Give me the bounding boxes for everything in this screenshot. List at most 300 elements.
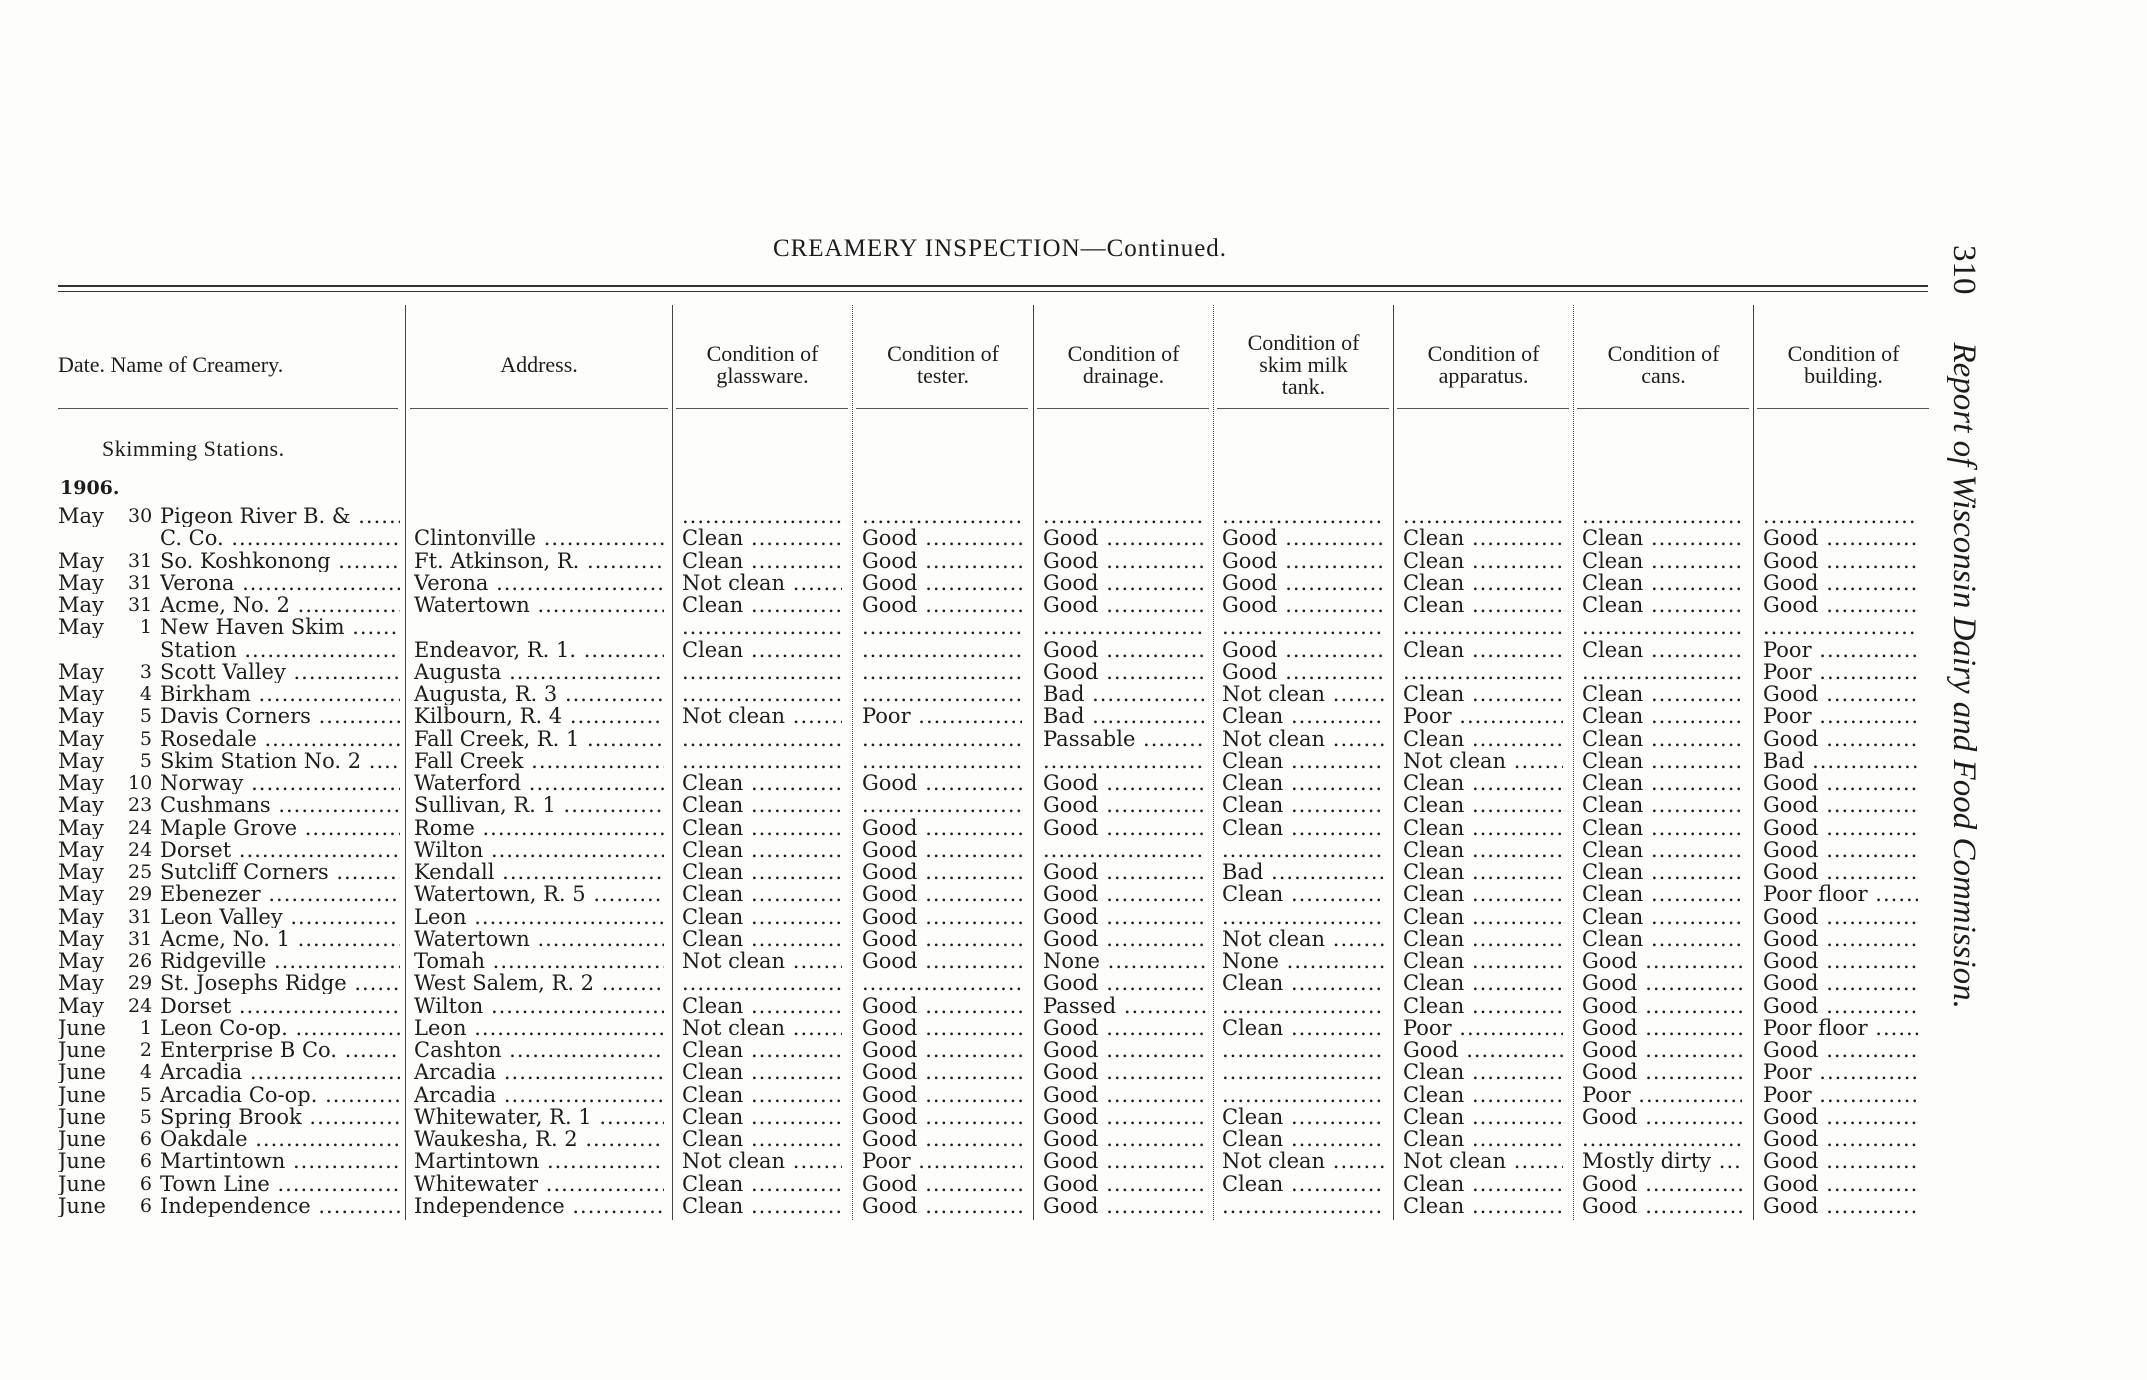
day-cell: 24: [128, 994, 152, 1017]
apparatus-cell: Clean .....: [1403, 995, 1563, 1017]
tester-cell: [862, 750, 1022, 772]
table-row: [0, 906, 1935, 928]
header-underline: [410, 408, 668, 409]
drainage-cell: Good .....: [1043, 972, 1206, 994]
tester-cell: Good .....: [862, 1128, 1022, 1150]
tester-cell: Good .....: [862, 950, 1022, 972]
month-cell: May: [58, 571, 104, 594]
building-cell: Good .....: [1763, 906, 1918, 928]
glassware-cell: Clean .....: [682, 1084, 842, 1106]
address-cell: Wilton .....: [414, 995, 664, 1017]
table-row: [0, 705, 1935, 727]
day-cell: 5: [139, 749, 152, 772]
creamery-name-cell: Spring Brook .....: [160, 1106, 400, 1128]
creamery-name-cell: New Haven Skim .....: [160, 616, 400, 638]
table-row: [0, 1128, 1935, 1150]
address-cell: Whitewater .....: [414, 1173, 664, 1195]
building-cell: Good .....: [1763, 817, 1918, 839]
building-cell: Poor floor .....: [1763, 883, 1918, 905]
creamery-name-cell: Dorset .....: [160, 839, 400, 861]
cans-cell: Clean .....: [1582, 794, 1742, 816]
skim-tank-cell: None .....: [1222, 950, 1385, 972]
day-cell: 31: [128, 927, 152, 950]
table-row: [0, 839, 1935, 861]
address-cell: Watertown .....: [414, 928, 664, 950]
building-cell: Good .....: [1763, 1039, 1918, 1061]
building-cell: Good .....: [1763, 950, 1918, 972]
table-row: [0, 683, 1935, 705]
glassware-cell: Clean .....: [682, 839, 842, 861]
skim-tank-cell: Not clean .....: [1222, 1150, 1385, 1172]
table-row: [0, 639, 1935, 661]
creamery-name-cell: Leon Co-op. .....: [160, 1017, 400, 1039]
day-cell: [128, 639, 152, 661]
day-cell: 4: [139, 683, 152, 705]
month-cell: May: [58, 549, 104, 572]
table-row: [0, 950, 1935, 972]
tester-cell: Poor .....: [862, 705, 1022, 727]
cans-cell: Poor .....: [1582, 1084, 1742, 1106]
building-cell: Good .....: [1763, 683, 1918, 705]
glassware-cell: Clean .....: [682, 1061, 842, 1083]
creamery-name-cell: Acme, No. 1 .....: [160, 928, 400, 950]
skim-tank-cell: Good .....: [1222, 527, 1385, 549]
header-drainage: Condition of drainage.: [1067, 341, 1180, 388]
header-underline: [58, 408, 398, 409]
drainage-cell: Passable .....: [1043, 728, 1206, 750]
building-cell: Good .....: [1763, 594, 1918, 616]
glassware-cell: Clean .....: [682, 1039, 842, 1061]
drainage-cell: Good .....: [1043, 594, 1206, 616]
day-cell: 29: [128, 972, 152, 995]
address-cell: Wilton .....: [414, 839, 664, 861]
tester-cell: Good .....: [862, 906, 1022, 928]
section-label: Skimming Stations.: [102, 436, 285, 461]
drainage-cell: [1043, 505, 1206, 527]
day-cell: 29: [128, 883, 152, 906]
header-tester: Condition of tester.: [887, 341, 999, 388]
drainage-cell: Good .....: [1043, 1173, 1206, 1195]
tester-cell: Good .....: [862, 1039, 1022, 1061]
skim-tank-cell: [1222, 505, 1385, 527]
day-cell: 30: [128, 505, 152, 527]
apparatus-cell: Clean .....: [1403, 639, 1563, 661]
building-cell: Good .....: [1763, 1128, 1918, 1150]
glassware-cell: Not clean .....: [682, 1017, 842, 1039]
apparatus-cell: Not clean .....: [1403, 750, 1563, 772]
creamery-name-cell: Skim Station No. 2 .....: [160, 750, 400, 772]
glassware-cell: Clean .....: [682, 1128, 842, 1150]
apparatus-cell: Clean .....: [1403, 1084, 1563, 1106]
header-cans: Condition of cans.: [1607, 341, 1720, 388]
skim-tank-cell: [1222, 1195, 1385, 1217]
month-cell: May: [58, 616, 104, 639]
month-cell: June: [58, 1172, 106, 1195]
table-row: [0, 661, 1935, 683]
address-cell: Waukesha, R. 2 .....: [414, 1128, 664, 1150]
apparatus-cell: Clean .....: [1403, 883, 1563, 905]
header-underline: [1217, 408, 1389, 409]
tester-cell: Good .....: [862, 928, 1022, 950]
side-running-head: [1945, 245, 1982, 1009]
address-cell: Arcadia .....: [414, 1084, 664, 1106]
apparatus-cell: Clean .....: [1403, 594, 1563, 616]
tester-cell: [862, 639, 1022, 661]
apparatus-cell: Clean .....: [1403, 772, 1563, 794]
day-cell: 6: [139, 1150, 152, 1173]
month-cell: June: [58, 1083, 106, 1106]
creamery-name-cell: Martintown .....: [160, 1150, 400, 1172]
cans-cell: Clean .....: [1582, 772, 1742, 794]
tester-cell: [862, 505, 1022, 527]
apparatus-cell: Poor .....: [1403, 705, 1563, 727]
drainage-cell: Good .....: [1043, 1106, 1206, 1128]
glassware-cell: Clean .....: [682, 639, 842, 661]
cans-cell: Clean .....: [1582, 527, 1742, 549]
header-underline: [1757, 408, 1929, 409]
table-row: [0, 728, 1935, 750]
cans-cell: Clean .....: [1582, 683, 1742, 705]
skim-tank-cell: Clean .....: [1222, 794, 1385, 816]
table-row: [0, 1173, 1935, 1195]
page-title: CREAMERY INSPECTION—Continued.: [772, 235, 1228, 262]
address-cell: Endeavor, R. 1. .....: [414, 639, 664, 661]
cans-cell: Good .....: [1582, 972, 1742, 994]
address-cell: Watertown, R. 5 .....: [414, 883, 664, 905]
day-cell: 4: [139, 1061, 152, 1084]
building-cell: Poor .....: [1763, 639, 1918, 661]
glassware-cell: Clean .....: [682, 527, 842, 549]
tester-cell: Good .....: [862, 772, 1022, 794]
month-cell: May: [58, 749, 104, 772]
table-row: [0, 1039, 1935, 1061]
header-glassware: Condition of glassware.: [706, 341, 819, 388]
creamery-name-cell: Oakdale .....: [160, 1128, 400, 1150]
day-cell: 5: [139, 705, 152, 728]
table-row: [0, 572, 1935, 594]
day-cell: 6: [139, 1128, 152, 1150]
building-cell: Good .....: [1763, 1106, 1918, 1128]
cans-cell: Clean .....: [1582, 639, 1742, 661]
month-cell: May: [58, 861, 104, 883]
cans-cell: [1582, 1128, 1742, 1150]
glassware-cell: Clean .....: [682, 861, 842, 883]
creamery-name-cell: St. Josephs Ridge .....: [160, 972, 400, 994]
tester-cell: Good .....: [862, 527, 1022, 549]
address-cell: Fall Creek, R. 1 .....: [414, 728, 664, 750]
top-rule: [58, 285, 1928, 287]
day-cell: 3: [139, 660, 152, 683]
tester-cell: [862, 972, 1022, 994]
cans-cell: Clean .....: [1582, 839, 1742, 861]
month-cell: June: [58, 1194, 106, 1217]
header-building: Condition of building.: [1787, 341, 1900, 388]
skim-tank-cell: Clean .....: [1222, 705, 1385, 727]
creamery-name-cell: Sutcliff Corners .....: [160, 861, 400, 883]
tester-cell: [862, 661, 1022, 683]
drainage-cell: Good .....: [1043, 1061, 1206, 1083]
cans-cell: Clean .....: [1582, 594, 1742, 616]
cans-cell: Good .....: [1582, 1106, 1742, 1128]
address-cell: Independence .....: [414, 1195, 664, 1217]
creamery-name-cell: Station .....: [160, 639, 400, 661]
tester-cell: Good .....: [862, 817, 1022, 839]
skim-tank-cell: Clean .....: [1222, 1173, 1385, 1195]
apparatus-cell: Poor .....: [1403, 1017, 1563, 1039]
month-cell: May: [58, 794, 104, 817]
apparatus-cell: Clean .....: [1403, 1128, 1563, 1150]
building-cell: Good .....: [1763, 772, 1918, 794]
address-cell: Kilbourn, R. 4 .....: [414, 705, 664, 727]
tester-cell: Good .....: [862, 861, 1022, 883]
address-cell: Arcadia .....: [414, 1061, 664, 1083]
glassware-cell: Clean .....: [682, 928, 842, 950]
cans-cell: Good .....: [1582, 950, 1742, 972]
month-cell: June: [58, 1039, 106, 1061]
address-cell: Augusta, R. 3 .....: [414, 683, 664, 705]
skim-tank-cell: Not clean .....: [1222, 683, 1385, 705]
drainage-cell: Good .....: [1043, 794, 1206, 816]
drainage-cell: Passed .....: [1043, 995, 1206, 1017]
drainage-cell: Good .....: [1043, 906, 1206, 928]
creamery-name-cell: C. Co. .....: [160, 527, 400, 549]
cans-cell: [1582, 505, 1742, 527]
apparatus-cell: Clean .....: [1403, 683, 1563, 705]
skim-tank-cell: Good .....: [1222, 594, 1385, 616]
address-cell: Augusta .....: [414, 661, 664, 683]
building-cell: Good .....: [1763, 550, 1918, 572]
drainage-cell: Good .....: [1043, 817, 1206, 839]
glassware-cell: Clean .....: [682, 772, 842, 794]
month-cell: June: [58, 1128, 106, 1150]
building-cell: Good .....: [1763, 728, 1918, 750]
drainage-cell: Good .....: [1043, 639, 1206, 661]
apparatus-cell: Clean .....: [1403, 950, 1563, 972]
creamery-name-cell: Birkham .....: [160, 683, 400, 705]
building-cell: Bad .....: [1763, 750, 1918, 772]
creamery-name-cell: Verona .....: [160, 572, 400, 594]
building-cell: Good .....: [1763, 861, 1918, 883]
apparatus-cell: Clean .....: [1403, 527, 1563, 549]
glassware-cell: [682, 728, 842, 750]
creamery-name-cell: Ebenezer .....: [160, 883, 400, 905]
glassware-cell: Clean .....: [682, 594, 842, 616]
creamery-name-cell: Ridgeville .....: [160, 950, 400, 972]
cans-cell: Clean .....: [1582, 728, 1742, 750]
day-cell: 24: [128, 816, 152, 839]
drainage-cell: Good .....: [1043, 1039, 1206, 1061]
month-cell: [58, 639, 130, 661]
month-cell: May: [58, 727, 104, 750]
glassware-cell: Clean .....: [682, 1195, 842, 1217]
skim-tank-cell: Clean .....: [1222, 883, 1385, 905]
building-cell: [1763, 505, 1918, 527]
skim-tank-cell: Good .....: [1222, 572, 1385, 594]
building-cell: Poor .....: [1763, 1061, 1918, 1083]
header-apparatus: Condition of apparatus.: [1427, 341, 1540, 388]
day-cell: 31: [128, 571, 152, 594]
running-head-title: Report of Wisconsin Dairy and Food Commission.: [1946, 342, 1982, 1009]
tester-cell: Good .....: [862, 1173, 1022, 1195]
tester-cell: [862, 616, 1022, 638]
address-cell: Rome .....: [414, 817, 664, 839]
cans-cell: Good .....: [1582, 1017, 1742, 1039]
tester-cell: Poor .....: [862, 1150, 1022, 1172]
table-row: [0, 594, 1935, 616]
day-cell: 24: [128, 838, 152, 861]
creamery-name-cell: Leon Valley .....: [160, 906, 400, 928]
address-cell: Clintonville .....: [414, 527, 664, 549]
header-date-name: Date. Name of Creamery.: [58, 352, 284, 377]
drainage-cell: Good .....: [1043, 572, 1206, 594]
tester-cell: Good .....: [862, 572, 1022, 594]
building-cell: Good .....: [1763, 1173, 1918, 1195]
building-cell: Good .....: [1763, 794, 1918, 816]
drainage-cell: Good .....: [1043, 1195, 1206, 1217]
cans-cell: Mostly dirty .....: [1582, 1150, 1742, 1172]
day-cell: 10: [128, 772, 152, 794]
month-cell: May: [58, 838, 104, 861]
cans-cell: Good .....: [1582, 1173, 1742, 1195]
month-cell: May: [58, 950, 104, 972]
month-cell: [58, 527, 130, 549]
day-cell: 26: [128, 950, 152, 972]
cans-cell: Good .....: [1582, 1195, 1742, 1217]
table-row: [0, 928, 1935, 950]
drainage-cell: Good .....: [1043, 550, 1206, 572]
drainage-cell: Good .....: [1043, 527, 1206, 549]
creamery-name-cell: Maple Grove .....: [160, 817, 400, 839]
apparatus-cell: Clean .....: [1403, 972, 1563, 994]
cans-cell: Good .....: [1582, 1061, 1742, 1083]
drainage-cell: Good .....: [1043, 1017, 1206, 1039]
skim-tank-cell: [1222, 1084, 1385, 1106]
apparatus-cell: Clean .....: [1403, 794, 1563, 816]
skim-tank-cell: [1222, 616, 1385, 638]
drainage-cell: Good .....: [1043, 661, 1206, 683]
apparatus-cell: [1403, 505, 1563, 527]
table-row: [0, 527, 1935, 549]
tester-cell: Good .....: [862, 1061, 1022, 1083]
apparatus-cell: Clean .....: [1403, 928, 1563, 950]
skim-tank-cell: Not clean .....: [1222, 728, 1385, 750]
day-cell: 31: [128, 549, 152, 572]
address-cell: West Salem, R. 2 .....: [414, 972, 664, 994]
table-row: [0, 972, 1935, 994]
drainage-cell: Bad .....: [1043, 705, 1206, 727]
day-cell: 5: [139, 1105, 152, 1128]
creamery-name-cell: Arcadia Co-op. .....: [160, 1084, 400, 1106]
cans-cell: Clean .....: [1582, 906, 1742, 928]
glassware-cell: Not clean .....: [682, 705, 842, 727]
building-cell: Good .....: [1763, 1195, 1918, 1217]
creamery-name-cell: Independence .....: [160, 1195, 400, 1217]
apparatus-cell: Clean .....: [1403, 550, 1563, 572]
skim-tank-cell: [1222, 1061, 1385, 1083]
table-row: [0, 750, 1935, 772]
cans-cell: Clean .....: [1582, 883, 1742, 905]
drainage-cell: Good .....: [1043, 1128, 1206, 1150]
creamery-name-cell: Town Line .....: [160, 1173, 400, 1195]
table-row: [0, 772, 1935, 794]
drainage-cell: Good .....: [1043, 883, 1206, 905]
skim-tank-cell: Clean .....: [1222, 1106, 1385, 1128]
month-cell: May: [58, 594, 104, 616]
address-cell: Ft. Atkinson, R. .....: [414, 550, 664, 572]
table-row: [0, 550, 1935, 572]
tester-cell: Good .....: [862, 883, 1022, 905]
tester-cell: [862, 728, 1022, 750]
table-row: [0, 1084, 1935, 1106]
day-cell: 1: [139, 1016, 152, 1039]
header-underline: [856, 408, 1028, 409]
month-cell: May: [58, 927, 104, 950]
apparatus-cell: Not clean .....: [1403, 1150, 1563, 1172]
cans-cell: Good .....: [1582, 1039, 1742, 1061]
skim-tank-cell: Clean .....: [1222, 1017, 1385, 1039]
skim-tank-cell: Good .....: [1222, 550, 1385, 572]
apparatus-cell: Clean .....: [1403, 1061, 1563, 1083]
creamery-name-cell: Rosedale .....: [160, 728, 400, 750]
day-cell: 25: [128, 861, 152, 883]
glassware-cell: Not clean .....: [682, 572, 842, 594]
table-row: [0, 861, 1935, 883]
cans-cell: [1582, 616, 1742, 638]
month-cell: May: [58, 660, 104, 683]
table-row: [0, 1061, 1935, 1083]
header-skim-tank: Condition of skim milk tank.: [1247, 330, 1360, 399]
top-rule-second: [58, 291, 1928, 292]
glassware-cell: Not clean .....: [682, 950, 842, 972]
creamery-name-cell: Dorset .....: [160, 995, 400, 1017]
skim-tank-cell: [1222, 995, 1385, 1017]
glassware-cell: Clean .....: [682, 995, 842, 1017]
apparatus-cell: Good .....: [1403, 1039, 1563, 1061]
tester-cell: Good .....: [862, 1195, 1022, 1217]
glassware-cell: Clean .....: [682, 883, 842, 905]
month-cell: June: [58, 1016, 106, 1039]
drainage-cell: [1043, 750, 1206, 772]
apparatus-cell: Clean .....: [1403, 906, 1563, 928]
building-cell: Good .....: [1763, 928, 1918, 950]
day-cell: 6: [139, 1172, 152, 1195]
table-row: [0, 817, 1935, 839]
table-row: [0, 505, 1935, 527]
skim-tank-cell: Clean .....: [1222, 772, 1385, 794]
day-cell: 31: [128, 905, 152, 928]
tester-cell: Good .....: [862, 594, 1022, 616]
creamery-name-cell: So. Koshkonong .....: [160, 550, 400, 572]
address-cell: Kendall .....: [414, 861, 664, 883]
glassware-cell: [682, 616, 842, 638]
cans-cell: Clean .....: [1582, 705, 1742, 727]
glassware-cell: Clean .....: [682, 1106, 842, 1128]
cans-cell: Clean .....: [1582, 550, 1742, 572]
skim-tank-cell: Good .....: [1222, 639, 1385, 661]
building-cell: Poor .....: [1763, 661, 1918, 683]
skim-tank-cell: Clean .....: [1222, 972, 1385, 994]
glassware-cell: [682, 972, 842, 994]
drainage-cell: Good .....: [1043, 772, 1206, 794]
day-cell: 31: [128, 594, 152, 616]
glassware-cell: Clean .....: [682, 794, 842, 816]
glassware-cell: [682, 683, 842, 705]
day-cell: 1: [139, 616, 152, 639]
skim-tank-cell: Clean .....: [1222, 1128, 1385, 1150]
drainage-cell: Good .....: [1043, 861, 1206, 883]
month-cell: June: [58, 1061, 106, 1084]
header-underline: [1397, 408, 1569, 409]
